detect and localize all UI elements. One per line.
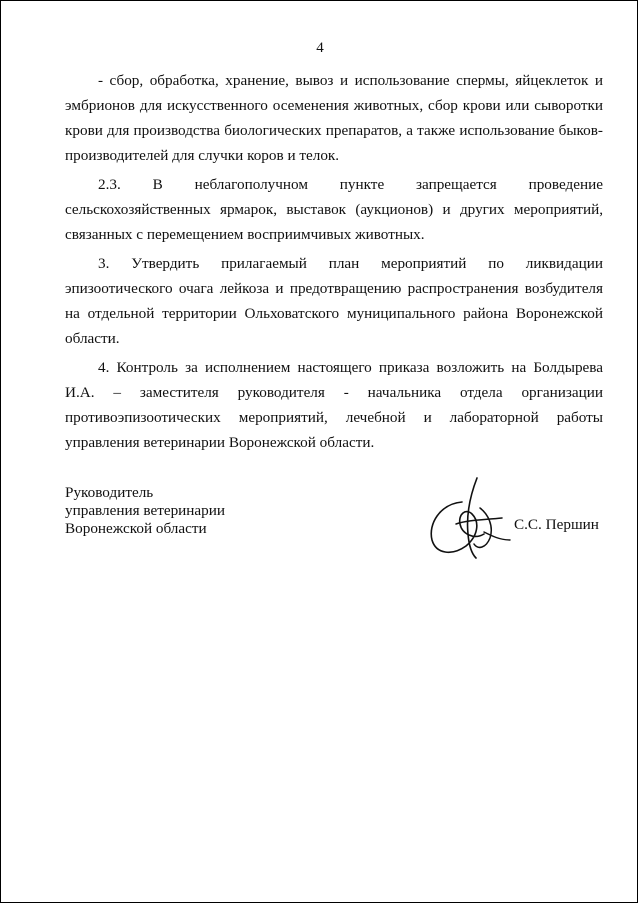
paragraph-approve-plan: 3. Утвердить прилагаемый план мероприятий по ликвидации эпизоотического очага лейкоза и предотвращению распространения возбудителя на отдельной территории Ольховатского муниципального района Воронежской области. [65,255,603,347]
paragraph-control: 4. Контроль за исполнением настоящего приказа возложить на Болдырева И.А. – заместителя руководителя - начальника отдела организации противоэпизоотических мероприятий, лечебной и лабораторной работы управления ветеринарии Воронежской области. [65,359,603,451]
paragraph-fairs-ban: 2.3. В неблагополучном пункте запрещается проведение сельскохозяйственных ярмарок, выставок (аукционов) и других мероприятий, связанных с перемещением восприимчивых животных. [65,176,603,243]
signatory-title-line: управления ветеринарии [65,502,226,519]
signatory-title-line: Воронежской области [65,520,207,537]
signatory-title [65,484,225,538]
signatory-title-line: Руководитель [65,484,154,501]
paragraph-insemination-ban: - сбор, обработка, хранение, вывоз и использование спермы, яйцеклеток и эмбрионов для искусственного осеменения животных, сбор крови или сыворотки крови для производства биологических препаратов, а также использование быков-производителей для случки коров и телок. [65,72,603,164]
page-number: 4 [316,40,324,56]
handwritten-signature [422,474,522,564]
document-body [65,68,603,459]
signer-name: С.С. Першин [514,516,599,533]
